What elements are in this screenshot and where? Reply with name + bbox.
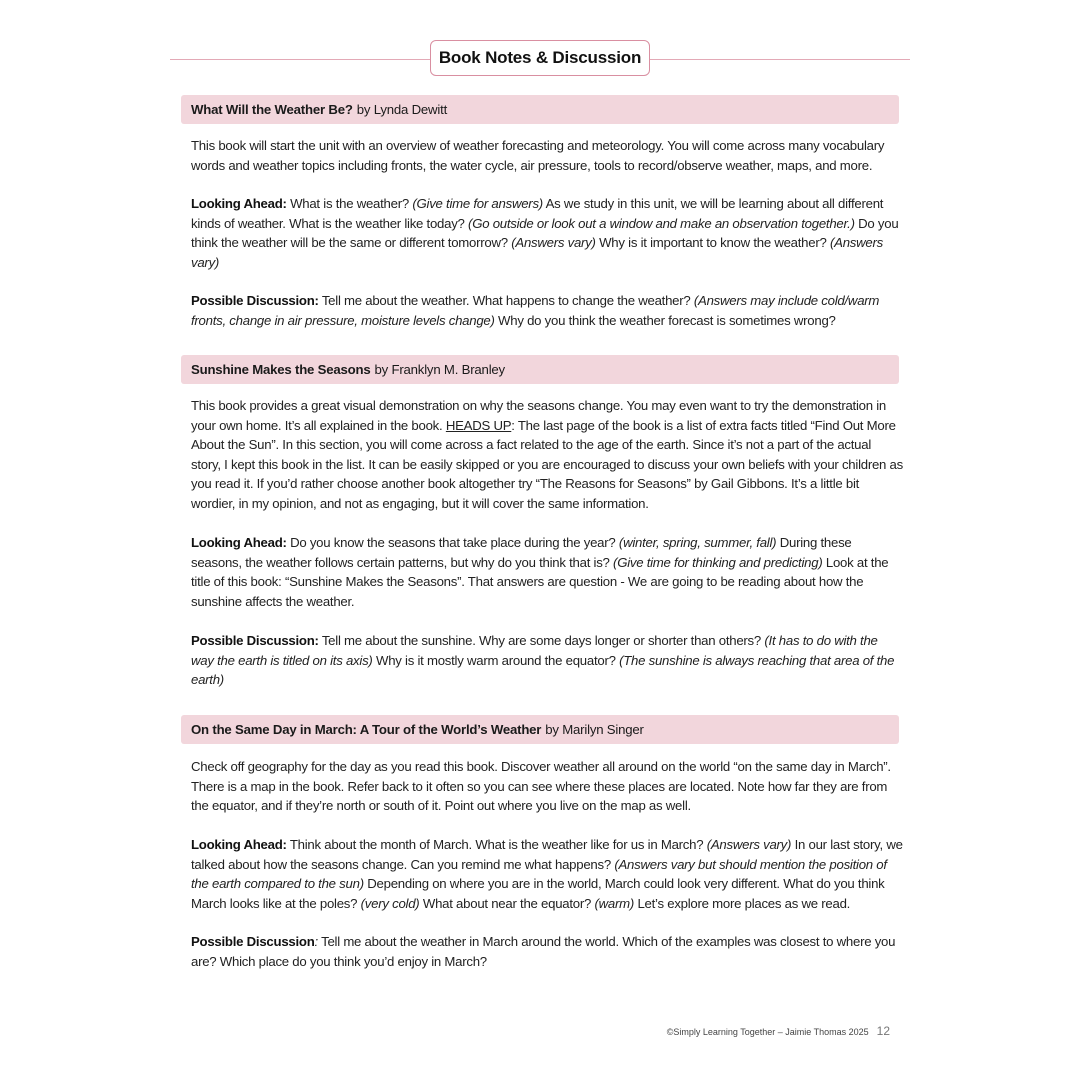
copyright-text: ©Simply Learning Together – Jaimie Thomas 2025 (666, 1027, 869, 1037)
label-colon: : (314, 934, 318, 949)
page-title: Book Notes & Discussion (430, 40, 650, 76)
text-run: Why is it mostly warm around the equator? (372, 652, 620, 668)
heads-up-note: HEADS UP (445, 417, 512, 433)
text-run: This book provides a great visual demonstration on why the seasons change. You may even want to try the demonstration in your own home. It’s all explained in the book. (191, 398, 887, 433)
text-run: Why is it important to know the weather? (595, 235, 830, 250)
answer-hint: (Answers may include cold/warm fronts, change in air pressure, moisture levels change) (191, 293, 880, 328)
answer-hint: (Give time for thinking and predicting) (613, 554, 823, 570)
answer-hint: (Give time for answers) (412, 196, 543, 211)
book-header-1 (181, 95, 899, 124)
looking-ahead (191, 194, 903, 272)
possible-discussion (191, 291, 903, 330)
discussion-label: Possible Discussion: (191, 293, 319, 308)
text-run: Why do you think the weather forecast is sometimes wrong? (494, 312, 836, 328)
book-header-2 (181, 355, 899, 384)
text-run: Tell me about the weather. What happens to change the weather? (318, 293, 694, 308)
looking-ahead-label: Looking Ahead: (191, 196, 287, 211)
looking-ahead-label: Looking Ahead: (191, 535, 287, 550)
book-summary: This book will start the unit with an overview of weather forecasting and meteorology. You will come across many vocabulary words and weather topics including fronts, the water cycle, air pressure, tools to record/observe weather, maps, and more. (191, 138, 885, 173)
answer-hint: (winter, spring, summer, fall) (618, 535, 777, 550)
text-run: During these seasons, the weather follows certain patterns, but why do you think that is? (191, 535, 852, 570)
possible-discussion (191, 932, 903, 971)
text-run: Tell me about the sunshine. Why are some days longer or shorter than others? (318, 633, 765, 648)
page-number: 12 (876, 1024, 890, 1038)
answer-hint: (It has to do with the way the earth is titled on its axis) (191, 633, 878, 668)
text-run: : The last page of the book is a list of extra facts titled “Find Out More About the Sun”. In this section, you will come across a fact related to the age of the earth. Since it’s not a part of the actual story, I kept this book in the list. It can be easily skipped or you are encouraged to discuss your own beliefs with your children as you read it. If you’d rather choose another book altogether try “The Reasons for Seasons” by Gail Gibbons. It’s a little bit wordier, in my opinion, and not as engaging, but it will cover the same information. (191, 417, 903, 511)
book-author: by Marilyn Singer (545, 722, 644, 737)
answer-hint: (very cold) (360, 895, 420, 911)
looking-ahead-label: Looking Ahead: (191, 837, 287, 852)
book-summary: Check off geography for the day as you read this book. Discover weather all around on the world “on the same day in March”. There is a map in the book. Refer back to it often so you can see where these places are located. Note how far they are from the equator, and if they’re north or south of it. Point out where you live on the map as well. (191, 759, 891, 813)
text-run: As we study in this unit, we will be learning about all different kinds of weather. What is the weather like today? (191, 196, 884, 231)
answer-hint: (The sunshine is always reaching that area of the earth) (191, 652, 895, 687)
book-title: Sunshine Makes the Seasons (191, 362, 371, 377)
text-run: Look at the title of this book: “Sunshine Makes the Seasons”. That answers are question - We are going to be reading about how the sunshine affects the weather. (191, 554, 889, 609)
book-title: On the Same Day in March: A Tour of the World’s Weather (191, 722, 542, 737)
book-author: by Lynda Dewitt (356, 102, 448, 117)
text-run: Depending on where you are in the world, March could look very different. What do you think March looks like at the poles? (191, 876, 885, 911)
answer-hint: (warm) (594, 895, 635, 911)
answer-hint: (Answers vary) (191, 235, 883, 270)
answer-hint: (Go outside or look out a window and make an observation together.) (468, 215, 855, 231)
book-title: What Will the Weather Be? (191, 102, 353, 117)
text-run: What is the weather? (286, 196, 413, 211)
answer-hint: (Answers vary) (511, 235, 596, 250)
discussion-label: Possible Discussion: (191, 633, 319, 648)
text-run: Let’s explore more places as we read. (634, 895, 851, 911)
text-run: Tell me about the weather in March around the world. Which of the examples was closest to where you are? Which place do you think you’d enjoy in March? (191, 934, 896, 969)
book-header-3 (181, 715, 899, 744)
text-run: Do you know the seasons that take place during the year? (286, 535, 619, 550)
answer-hint: (Answers vary but should mention the position of the earth compared to the sun) (191, 856, 887, 891)
looking-ahead (191, 835, 903, 913)
book-author: by Franklyn M. Branley (374, 362, 505, 377)
text-run: In our last story, we talked about how the seasons change. Can you remind me what happens? (191, 837, 903, 872)
looking-ahead (191, 533, 903, 611)
text-run: What about near the equator? (419, 895, 595, 911)
text-run: Do you think the weather will be the same or different tomorrow? (191, 215, 899, 250)
answer-hint: (Answers vary) (706, 837, 792, 852)
possible-discussion (191, 631, 903, 690)
page-footer (667, 1024, 890, 1038)
text-run: Think about the month of March. What is the weather like for us in March? (286, 837, 707, 852)
discussion-label: Possible Discussion (191, 934, 315, 949)
book-summary (191, 396, 903, 513)
